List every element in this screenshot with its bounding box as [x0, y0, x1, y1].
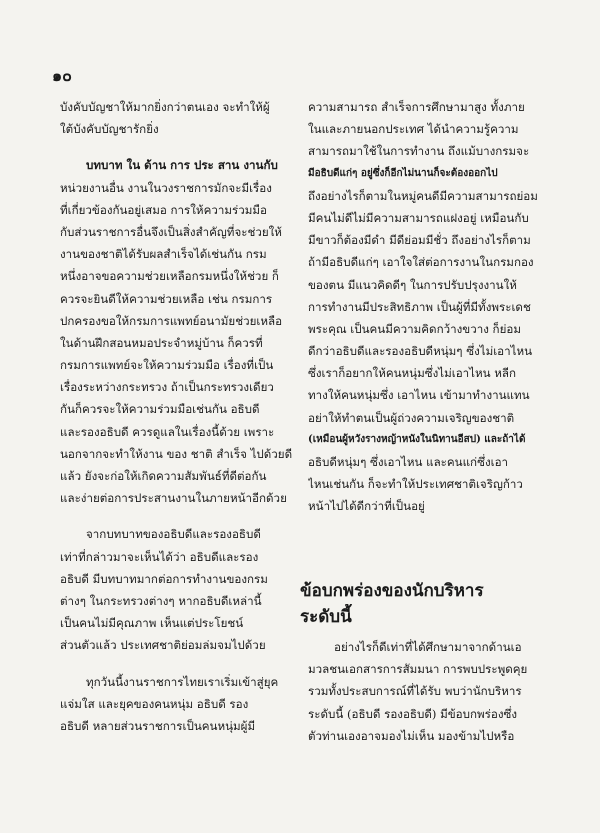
text-line: กับส่วนราชการอื่นจึงเป็นสิ่งสำคัญที่จะช่วยให้ — [60, 224, 282, 239]
text-line: ถ้ามีอธิบดีแก่ๆ เอาใจใส่ต่อการงานในกรมกอง — [308, 255, 534, 270]
text-line: หน่วยงานอื่น งานในวงราชการมักจะมีเรื่อง — [60, 180, 272, 195]
text-line: มีคนไม่ดีไม่มีความสามารถแฝงอยู่ เหมือนกับ — [308, 210, 529, 225]
text-line: แล้ว ยังจะก่อให้เกิดความสัมพันธ์ที่ดีต่อกัน — [60, 469, 267, 483]
text-line: และรองอธิบดี ควรดูแลในเรื่องนี้ด้วย เพราะ — [60, 424, 275, 439]
text-line: ไหนเช่นกัน ก็จะทำให้ประเทศชาติเจริญก้าว — [308, 477, 523, 492]
text-line: ใต้บังคับบัญชารักยิ่ง — [60, 122, 159, 137]
text-line: อธิบดี หลายส่วนราชการเป็นคนหนุ่มผู้มี — [60, 718, 256, 733]
text-line: เท่าที่กล่าวมาจะเห็นได้ว่า อธิบดีและรอง — [60, 549, 259, 564]
text-line: กรมการแพทย์จะให้ความร่วมมือ เรื่องที่เป็น — [60, 358, 274, 373]
text-line: ซึ่งเราก็อยากให้คนหนุ่มซึ่งไม่เอาไหน หลีก — [308, 366, 517, 381]
paragraph-gap — [60, 140, 292, 154]
text-line: บังคับบัญชาให้มากยิ่งกว่าตนเอง จะทำให้ผู้ — [60, 100, 270, 114]
paragraph-gap — [60, 509, 292, 523]
page-number: ๑๐ — [52, 66, 72, 85]
text-line: เรื่องระหว่างกระทรวง ถ้าเป็นกระทรวงเดียว — [60, 380, 274, 395]
text-line: (เหมือนผู้หวังรางหญ้าหนังในนิทานอีสป) และถ้าได้ — [308, 433, 526, 445]
paragraph-gap — [60, 657, 292, 671]
text-line: หนึ่งอาจขอความช่วยเหลือกรมหนึ่งให้ช่วย ก็ — [60, 269, 279, 284]
text-line: จากบทบาทของอธิบดีและรองอธิบดี — [86, 527, 261, 542]
text-line: ระดับนี้ (อธิบดี รองอธิบดี) มีข้อบกพร่องซึ่ง — [308, 706, 518, 721]
right-column-top — [308, 96, 552, 518]
text-line: ทุกวันนี้งานราชการไทยเราเริ่มเข้าสู่ยุค — [86, 674, 279, 689]
text-line: ที่เกี่ยวข้องกันอยู่เสมอ การให้ความร่วมมือ — [60, 202, 267, 217]
text-line: ในและภายนอกประเทศ ได้นำความรู้ความ — [308, 122, 519, 137]
text-line: อย่างไรก็ดีเท่าที่ได้ศึกษามาจากด้านเอ — [334, 640, 522, 654]
section-subheading: บทบาท ใน ด้าน การ ประ สาน งานกับ — [86, 158, 278, 173]
text-line: ต่างๆ ในกระทรวงต่างๆ หากอธิบดีเหล่านี้ — [60, 593, 262, 608]
text-line: อธิบดีหนุ่มๆ ซึ่งเอาไหน และคนแก่ซึ่งเอา — [308, 455, 509, 469]
text-line: มวลชนเอกสารการสัมมนา การพบประพูดคุย — [308, 662, 528, 677]
text-line: หน้าไปได้ดีกว่าที่เป็นอยู่ — [308, 499, 425, 514]
text-line: ของตน มีแนวคิดดีๆ ในการปรับปรุงงานให้ — [308, 277, 517, 292]
section-heading-line: ระดับนี้ — [300, 607, 352, 627]
text-line: พระคุณ เป็นคนมีความคิดกว้างขวาง ก็ย่อม — [308, 321, 521, 336]
text-line: ในด้านฝึกสอนหมอประจำหมู่บ้าน ก็ควรที่ — [60, 335, 263, 350]
text-line: เป็นคนไม่มีคุณภาพ เห็นแต่ประโยชน์ — [60, 616, 244, 631]
text-line: ทางให้คนหนุ่มซึ่ง เอาไหน เข้ามาทำงานแทน — [308, 388, 530, 403]
text-line: ถึงอย่างไรก็ตามในหมู่คนดีมีความสามารถย่อม — [308, 188, 538, 203]
text-line: อย่าให้ทำตนเป็นผู้ถ่วงความเจริญของชาติ — [308, 410, 515, 425]
left-column — [60, 96, 292, 737]
text-line: นอกจากจะทำให้งาน ของ ชาติ สำเร็จ ไปด้วยดี — [60, 446, 292, 461]
text-line: ปกครองขอให้กรมการแพทย์อนามัยช่วยเหลือ — [60, 313, 283, 328]
text-line: ดีกว่าอธิบดีและรองอธิบดีหนุ่มๆ ซึ่งไม่เอาไหน — [308, 344, 533, 359]
text-line: ควรจะยินดีให้ความช่วยเหลือ เช่น กรมการ — [60, 291, 273, 306]
text-line: ส่วนตัวแล้ว ประเทศชาติย่อมล่มจมไปด้วย — [60, 638, 266, 653]
section-heading-line: ข้อบกพร่องของนักบริหาร — [300, 581, 484, 601]
text-line: สามารถมาใช้ในการทำงาน ถึงแม้บางกรมจะ — [308, 144, 530, 159]
text-line: งานของชาติได้รับผลสำเร็จได้เช่นกัน กรม — [60, 247, 267, 262]
text-line: การทำงานมีประสิทธิภาพ เป็นผู้ที่มีทั้งพระเดช — [308, 299, 531, 314]
text-line: อธิบดี มีบทบาทมากต่อการทำงานของกรม — [60, 571, 268, 586]
text-line: รวมทั้งประสบการณ์ที่ได้รับ พบว่านักบริหาร — [308, 684, 522, 699]
text-line: กันก็ควรจะให้ความร่วมมือเช่นกัน อธิบดี — [60, 402, 260, 417]
text-line: ตัวท่านเองอาจมองไม่เห็น มองข้ามไปหรือ — [308, 728, 515, 743]
text-line: และง่ายต่อการประสานงานในภายหน้าอีกด้วย — [60, 491, 287, 506]
text-line: แจ่มใส และยุคของคนหนุ่ม อธิบดี รอง — [60, 696, 249, 711]
section-heading — [300, 578, 550, 630]
text-line: มีอธิบดีแก่ๆ อยู่ซึ่งก็อีกไม่นานก็จะต้องออกไป — [308, 167, 498, 179]
right-column-bottom — [308, 636, 552, 747]
text-line: มีขาวก็ต้องมีดำ มีดีย่อมมีชั่ว ถึงอย่างไรก็ตาม — [308, 233, 531, 248]
text-line: ความสามารถ สำเร็จการศึกษามาสูง ทั้งภาย — [308, 100, 525, 114]
